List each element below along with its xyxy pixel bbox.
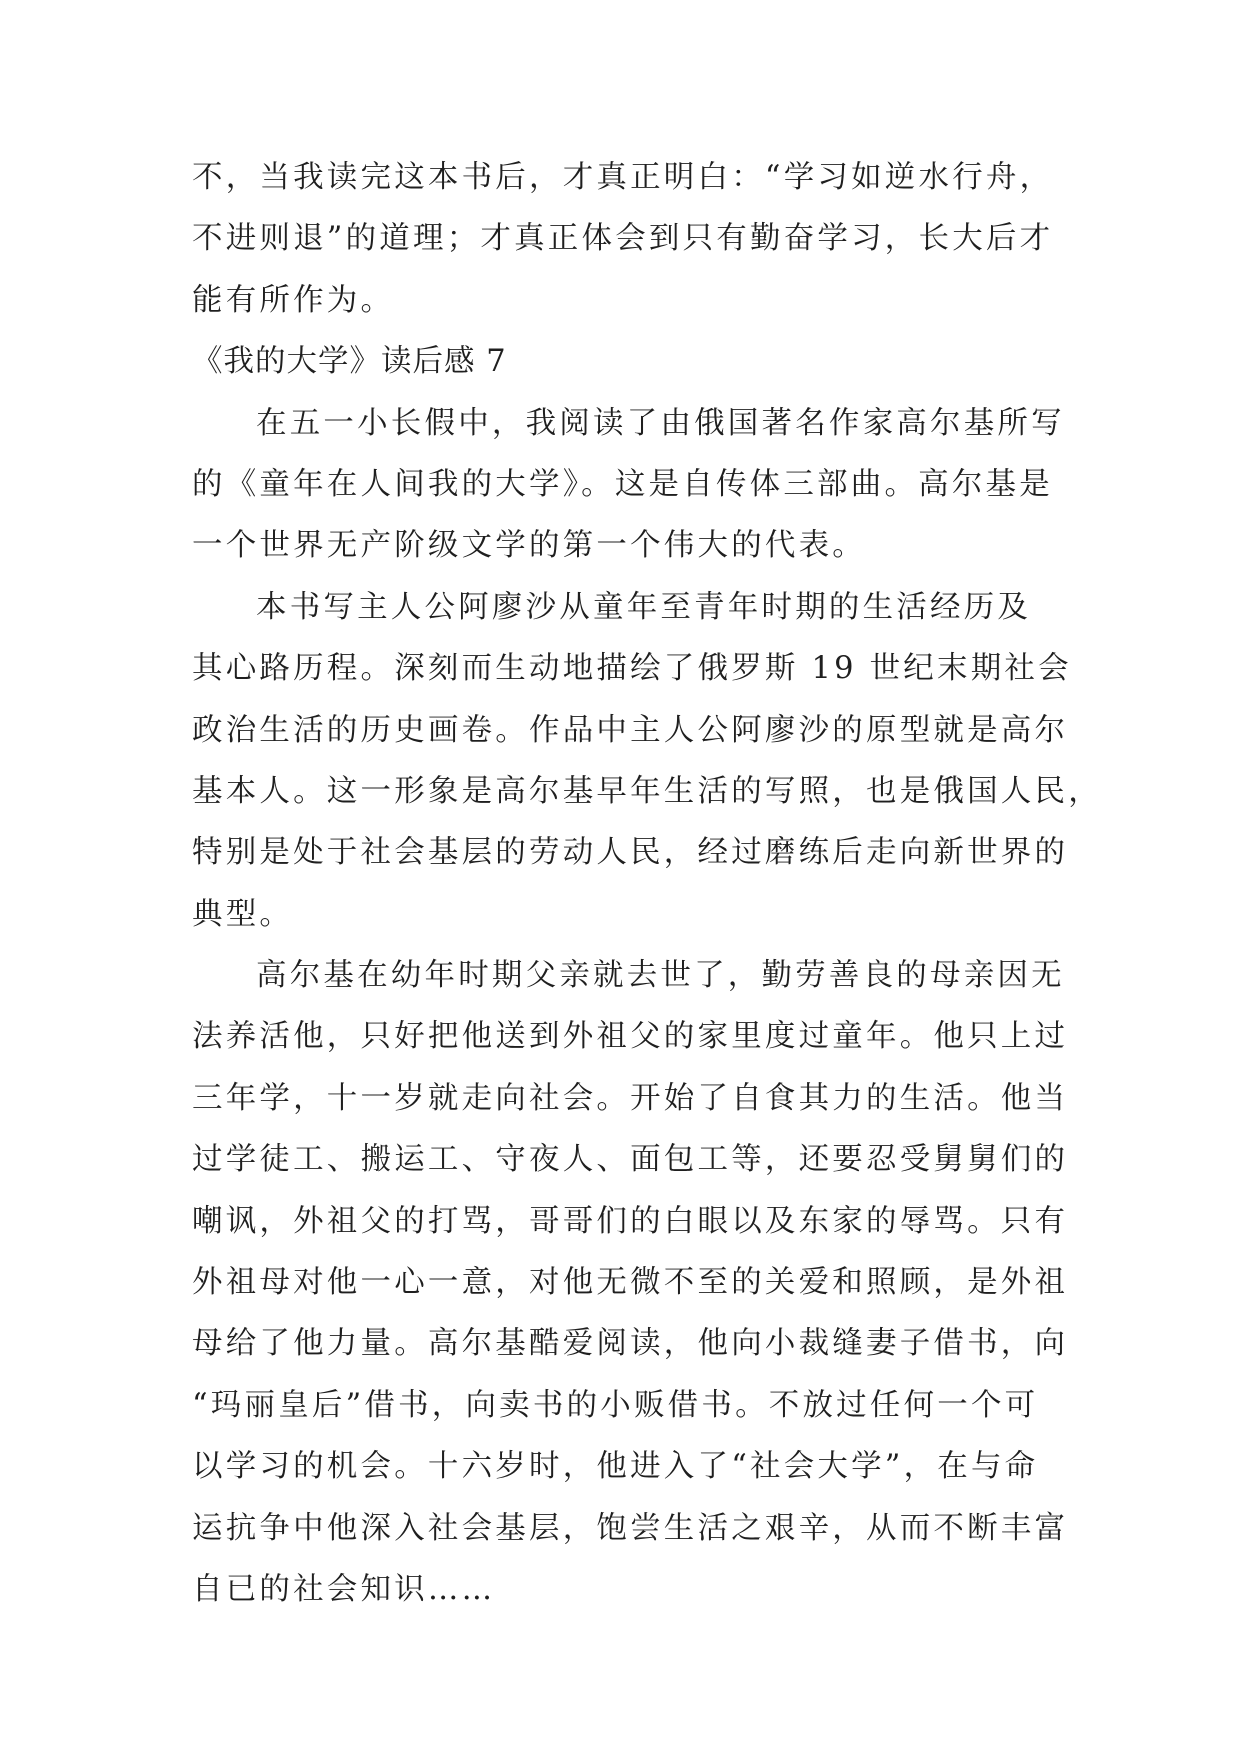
text-line: 过学徒工、搬运工、守夜人、面包工等，还要忍受舅舅们的 <box>192 1142 1069 1178</box>
text-line: 的《童年在人间我的大学》。这是自传体三部曲。高尔基是 <box>192 466 1053 502</box>
paragraph-first-line: 在五一小长假中，我阅读了由俄国著名作家高尔基所写 <box>256 405 1065 441</box>
paragraph-first-line: 高尔基在幼年时期父亲就去世了，勤劳善良的母亲因无 <box>256 958 1065 994</box>
text-line: 不进则退”的道理；才真正体会到只有勤奋学习，长大后才 <box>192 221 1054 257</box>
text-line: “玛丽皇后”借书，向卖书的小贩借书。不放过任何一个可 <box>192 1387 1039 1423</box>
document-body <box>192 147 1102 1620</box>
text-line: 运抗争中他深入社会基层，饱尝生活之艰辛，从而不断丰富 <box>192 1510 1069 1546</box>
text-line: 基本人。这一形象是高尔基早年生活的写照，也是俄国人民， <box>192 773 1102 809</box>
text-line: 一个世界无产阶级文学的第一个伟大的代表。 <box>192 528 866 564</box>
text-line: 典型。 <box>192 896 294 932</box>
text-line: 特别是处于社会基层的劳动人民，经过磨练后走向新世界的 <box>192 835 1069 871</box>
section-heading: 《我的大学》读后感 7 <box>192 344 507 380</box>
text-line: 三年学，十一岁就走向社会。开始了自食其力的生活。他当 <box>192 1080 1069 1116</box>
text-line: 外祖母对他一心一意，对他无微不至的关爱和照顾，是外祖 <box>192 1265 1069 1301</box>
text-line: 法养活他，只好把他送到外祖父的家里度过童年。他只上过 <box>192 1019 1069 1055</box>
paragraph-first-line: 本书写主人公阿廖沙从童年至青年时期的生活经历及 <box>256 589 1032 625</box>
text-line: 政治生活的历史画卷。作品中主人公阿廖沙的原型就是高尔 <box>192 712 1069 748</box>
text-line: 能有所作为。 <box>192 282 395 318</box>
text-line: 以学习的机会。十六岁时，他进入了“社会大学”，在与命 <box>192 1449 1039 1485</box>
text-line: 自已的社会知识…… <box>192 1571 496 1607</box>
text-line: 不，当我读完这本书后，才真正明白：“学习如逆水行舟， <box>192 160 1054 195</box>
text-line: 嘲讽，外祖父的打骂，哥哥们的白眼以及东家的辱骂。只有 <box>192 1203 1069 1239</box>
text-line: 其心路历程。深刻而生动地描绘了俄罗斯 19 世纪末期社会 <box>192 651 1072 687</box>
text-line: 母给了他力量。高尔基酷爱阅读，他向小裁缝妻子借书，向 <box>192 1326 1069 1362</box>
